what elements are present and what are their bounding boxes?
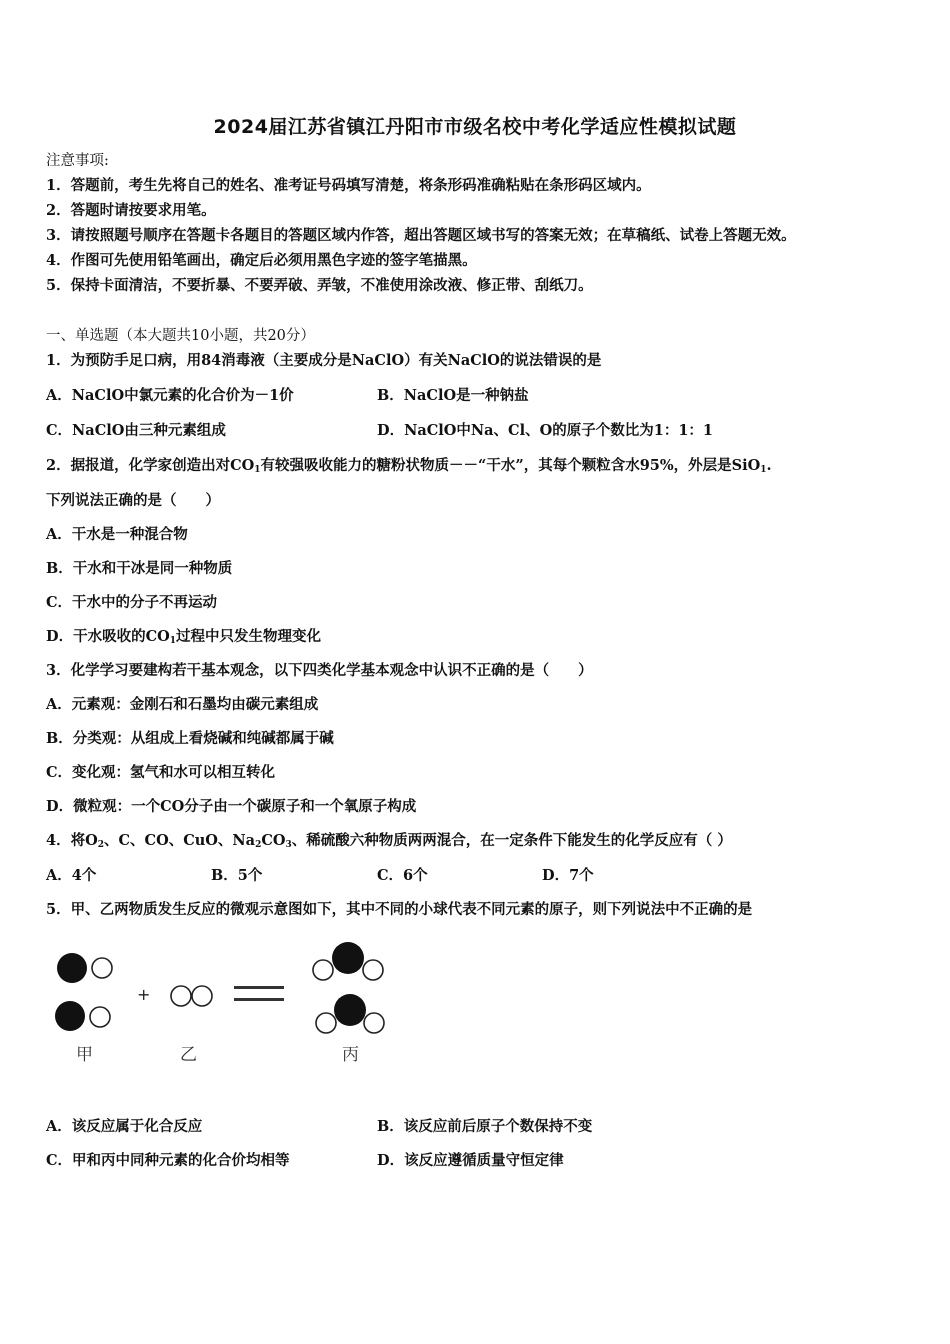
reaction-diagram bbox=[40, 940, 400, 1075]
q5-option-a: A．该反应属于化合反应 bbox=[46, 1118, 203, 1135]
q2-stem-2: 下列说法正确的是（ ） bbox=[46, 492, 220, 509]
note-item-1: 1．答题前，考生先将自己的姓名、准考证号码填写清楚，将条形码准确粘贴在条形码区域内。 bbox=[46, 177, 651, 194]
dark-atom bbox=[334, 994, 366, 1026]
q3-option-b: B．分类观：从组成上看烧碱和纯碱都属于碱 bbox=[46, 730, 334, 747]
q1-option-c: C．NaClO由三种元素组成 bbox=[46, 422, 226, 439]
q4-option-b: B．5个 bbox=[211, 867, 263, 884]
q1-option-a: A．NaClO中氯元素的化合价为－1价 bbox=[46, 387, 294, 404]
q5-stem: 5．甲、乙两物质发生反应的微观示意图如下，其中不同的小球代表不同元素的原子，则下列说法中不正确的是 bbox=[46, 901, 753, 918]
q4-subscript-co3: 3 bbox=[285, 840, 292, 850]
q5-option-c: C．甲和丙中同种元素的化合价均相等 bbox=[46, 1152, 290, 1169]
q4-stem bbox=[46, 831, 732, 851]
note-item-2: 2．答题时请按要求用笔。 bbox=[46, 202, 216, 219]
q4-stem-part-b: 、C、CO、CuO、Na bbox=[104, 832, 256, 849]
dark-atom bbox=[57, 953, 87, 983]
plus-sign: + bbox=[137, 985, 151, 1004]
page-title: 2024届江苏省镇江丹阳市市级名校中考化学适应性模拟试题 bbox=[213, 116, 737, 138]
note-item-4: 4．作图可先使用铅笔画出，确定后必须用黑色字迹的签字笔描黑。 bbox=[46, 252, 477, 269]
q2-option-c: C．干水中的分子不再运动 bbox=[46, 594, 218, 611]
q2-subscript-2: 1 bbox=[760, 465, 767, 475]
q2-stem-part-a: 2．据报道，化学家创造出对CO bbox=[46, 457, 255, 474]
q2-option-b: B．干水和干冰是同一种物质 bbox=[46, 560, 233, 577]
q1-option-b: B．NaClO是一种钠盐 bbox=[377, 387, 529, 404]
q3-option-d: D．微粒观：一个CO分子由一个碳原子和一个氧原子构成 bbox=[46, 798, 417, 815]
q2-option-a: A．干水是一种混合物 bbox=[46, 526, 188, 543]
molecule-jia-1 bbox=[57, 953, 112, 983]
q2-stem-part-b: 有较强吸收能力的糖粉状物质－－“干水”，其每个颗粒含水95%，外层是SiO bbox=[260, 457, 761, 474]
q3-stem: 3．化学学习要建构若干基本观念，以下四类化学基本观念中认识不正确的是（ ） bbox=[46, 662, 593, 679]
q5-option-d: D．该反应遵循质量守恒定律 bbox=[377, 1152, 564, 1169]
label-yi: 乙 bbox=[180, 1045, 197, 1065]
q4-option-c: C．6个 bbox=[377, 867, 428, 884]
equals-sign bbox=[234, 986, 284, 1001]
equals-bar-bottom bbox=[234, 998, 284, 1001]
note-item-5: 5．保持卡面清洁，不要折暴、不要弄破、弄皱，不准使用涂改液、修正带、刮纸刀。 bbox=[46, 277, 593, 294]
q3-option-a: A．元素观：金刚石和石墨均由碳元素组成 bbox=[46, 696, 319, 713]
note-item-3: 3．请按照题号顺序在答题卡各题目的答题区域内作答，超出答题区域书写的答案无效；在草稿纸、试卷上答题无效。 bbox=[46, 227, 796, 244]
q2-subscript-1: 1 bbox=[254, 465, 261, 475]
label-jia: 甲 bbox=[76, 1045, 93, 1065]
q2-option-d-part-b: 过程中只发生物理变化 bbox=[176, 628, 322, 645]
white-atom bbox=[90, 1007, 110, 1027]
label-bing: 丙 bbox=[342, 1045, 359, 1065]
white-atom bbox=[192, 986, 212, 1006]
q4-option-a: A．4个 bbox=[46, 867, 97, 884]
molecule-bing-1 bbox=[313, 942, 383, 980]
section-heading: 一、单选题（本大题共10小题，共20分） bbox=[46, 328, 315, 344]
equals-bar-top bbox=[234, 986, 284, 989]
dark-atom bbox=[55, 1001, 85, 1031]
molecule-bing-2 bbox=[316, 994, 384, 1033]
q2-option-d-part-a: D．干水吸收的CO bbox=[46, 628, 170, 645]
q2-stem bbox=[46, 456, 772, 476]
molecule-yi bbox=[171, 986, 212, 1006]
q2-option-d-subscript: 1 bbox=[169, 636, 177, 646]
white-atom bbox=[313, 960, 333, 980]
molecule-jia-2 bbox=[55, 1001, 110, 1031]
white-atom bbox=[364, 1013, 384, 1033]
q4-option-d: D．7个 bbox=[542, 867, 594, 884]
q3-option-c: C．变化观：氢气和水可以相互转化 bbox=[46, 764, 276, 781]
white-atom bbox=[171, 986, 191, 1006]
white-atom bbox=[316, 1013, 336, 1033]
q2-stem-part-c: . bbox=[766, 457, 772, 474]
white-atom bbox=[363, 960, 383, 980]
q5-option-b: B．该反应前后原子个数保持不变 bbox=[377, 1118, 593, 1135]
white-atom bbox=[92, 958, 112, 978]
q1-option-d: D．NaClO中Na、Cl、O的原子个数比为1：1：1 bbox=[377, 422, 713, 439]
q4-subscript-na2: 2 bbox=[255, 840, 262, 850]
q2-option-d bbox=[46, 627, 321, 647]
notes-heading: 注意事项: bbox=[46, 153, 109, 169]
q4-subscript-o2: 2 bbox=[97, 840, 104, 850]
q4-stem-part-d: 、稀硫酸六种物质两两混合，在一定条件下能发生的化学反应有（ ） bbox=[291, 832, 732, 849]
dark-atom bbox=[332, 942, 364, 974]
q4-stem-part-a: 4．将O bbox=[46, 832, 98, 849]
q4-stem-part-c: CO bbox=[261, 832, 286, 849]
q1-stem: 1．为预防手足口病，用84消毒液（主要成分是NaClO）有关NaClO的说法错误的是 bbox=[46, 352, 602, 369]
